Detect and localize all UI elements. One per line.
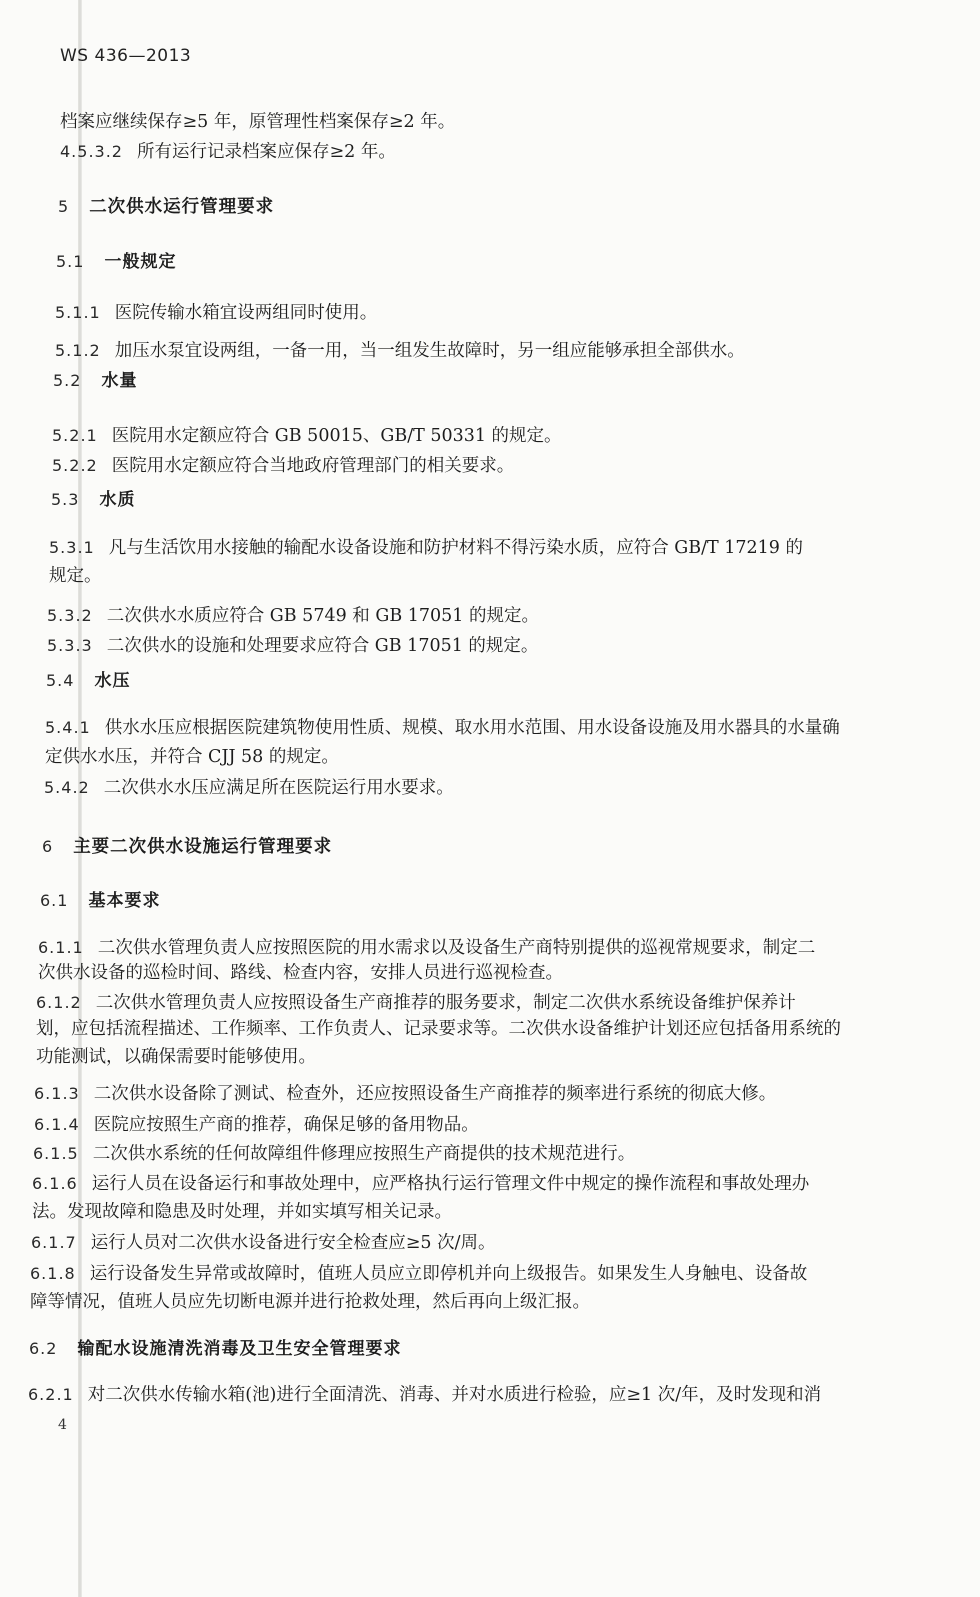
clause-5-1-2: 5.1.2 加压水泵宜设两组，一备一用，当一组发生故障时，另一组应能够承担全部供水。 bbox=[55, 341, 745, 361]
paragraph-continuation: 障等情况，值班人员应先切断电源并进行抢救处理，然后再向上级汇报。 bbox=[30, 1292, 590, 1312]
section-6-2-heading: 6.2 输配水设施清洗消毒及卫生安全管理要求 bbox=[29, 1339, 402, 1359]
clause-5-3-1: 5.3.1 凡与生活饮用水接触的输配水设备设施和防护材料不得污染水质，应符合 GB/T 17219 的 bbox=[49, 538, 803, 558]
clause-6-1-8: 6.1.8 运行设备发生异常或故障时，值班人员应立即停机并向上级报告。如果发生人身触电、设备故 bbox=[30, 1264, 808, 1284]
paragraph-continuation: 法。发现故障和隐患及时处理，并如实填写相关记录。 bbox=[32, 1202, 452, 1222]
clause-4-5-3-2: 4.5.3.2 所有运行记录档案应保存≥2 年。 bbox=[60, 142, 396, 162]
section-5-4-heading: 5.4 水压 bbox=[46, 671, 131, 691]
clause-5-4-2: 5.4.2 二次供水水压应满足所在医院运行用水要求。 bbox=[44, 778, 454, 798]
clause-6-2-1: 6.2.1 对二次供水传输水箱(池)进行全面清洗、消毒、并对水质进行检验，应≥1 次/年，及时发现和消 bbox=[28, 1385, 822, 1405]
section-5-3-heading: 5.3 水质 bbox=[51, 490, 136, 510]
section-5-2-heading: 5.2 水量 bbox=[53, 371, 138, 391]
clause-6-1-4: 6.1.4 医院应按照生产商的推荐，确保足够的备用物品。 bbox=[34, 1115, 479, 1135]
clause-5-4-1: 5.4.1 供水水压应根据医院建筑物使用性质、规模、取水用水范围、用水设备设施及用水器具的水量确 bbox=[45, 718, 840, 738]
clause-6-1-6: 6.1.6 运行人员在设备运行和事故处理中，应严格执行运行管理文件中规定的操作流程和事故处理办 bbox=[32, 1174, 810, 1194]
clause-6-1-2: 6.1.2 二次供水管理负责人应按照设备生产商推荐的服务要求，制定二次供水系统设备维护保养计 bbox=[36, 993, 796, 1013]
section-5-heading: 5 二次供水运行管理要求 bbox=[58, 197, 275, 217]
clause-5-2-2: 5.2.2 医院用水定额应符合当地政府管理部门的相关要求。 bbox=[52, 456, 515, 476]
clause-6-1-7: 6.1.7 运行人员对二次供水设备进行安全检查应≥5 次/周。 bbox=[31, 1233, 496, 1253]
paragraph-line: 档案应继续保存≥5 年，原管理性档案保存≥2 年。 bbox=[60, 112, 456, 132]
section-6-1-heading: 6.1 基本要求 bbox=[40, 891, 161, 911]
clause-5-2-1: 5.2.1 医院用水定额应符合 GB 50015、GB/T 50331 的规定。 bbox=[52, 426, 562, 446]
section-5-1-heading: 5.1 一般规定 bbox=[56, 252, 177, 272]
document-code-header: WS 436—2013 bbox=[60, 46, 192, 66]
clause-6-1-3: 6.1.3 二次供水设备除了测试、检查外，还应按照设备生产商推荐的频率进行系统的彻底大修。 bbox=[34, 1084, 777, 1104]
clause-5-3-3: 5.3.3 二次供水的设施和处理要求应符合 GB 17051 的规定。 bbox=[47, 636, 539, 656]
paragraph-continuation: 次供水设备的巡检时间、路线、检查内容，安排人员进行巡视检查。 bbox=[38, 963, 563, 983]
section-6-heading: 6 主要二次供水设施运行管理要求 bbox=[42, 837, 333, 857]
clause-5-1-1: 5.1.1 医院传输水箱宜设两组同时使用。 bbox=[55, 303, 378, 323]
clause-6-1-1: 6.1.1 二次供水管理负责人应按照医院的用水需求以及设备生产商特别提供的巡视常规要求，制定二 bbox=[38, 938, 816, 958]
paragraph-continuation: 定供水水压，并符合 CJJ 58 的规定。 bbox=[45, 747, 339, 767]
clause-5-3-2: 5.3.2 二次供水水质应符合 GB 5749 和 GB 17051 的规定。 bbox=[47, 606, 539, 626]
page-number: 4 bbox=[58, 1417, 67, 1433]
paragraph-continuation: 规定。 bbox=[49, 566, 102, 586]
paragraph-continuation: 划，应包括流程描述、工作频率、工作负责人、记录要求等。二次供水设备维护计划还应包括备用系统的 bbox=[36, 1019, 841, 1039]
clause-6-1-5: 6.1.5 二次供水系统的任何故障组件修理应按照生产商提供的技术规范进行。 bbox=[33, 1144, 636, 1164]
paragraph-continuation: 功能测试，以确保需要时能够使用。 bbox=[36, 1047, 316, 1067]
